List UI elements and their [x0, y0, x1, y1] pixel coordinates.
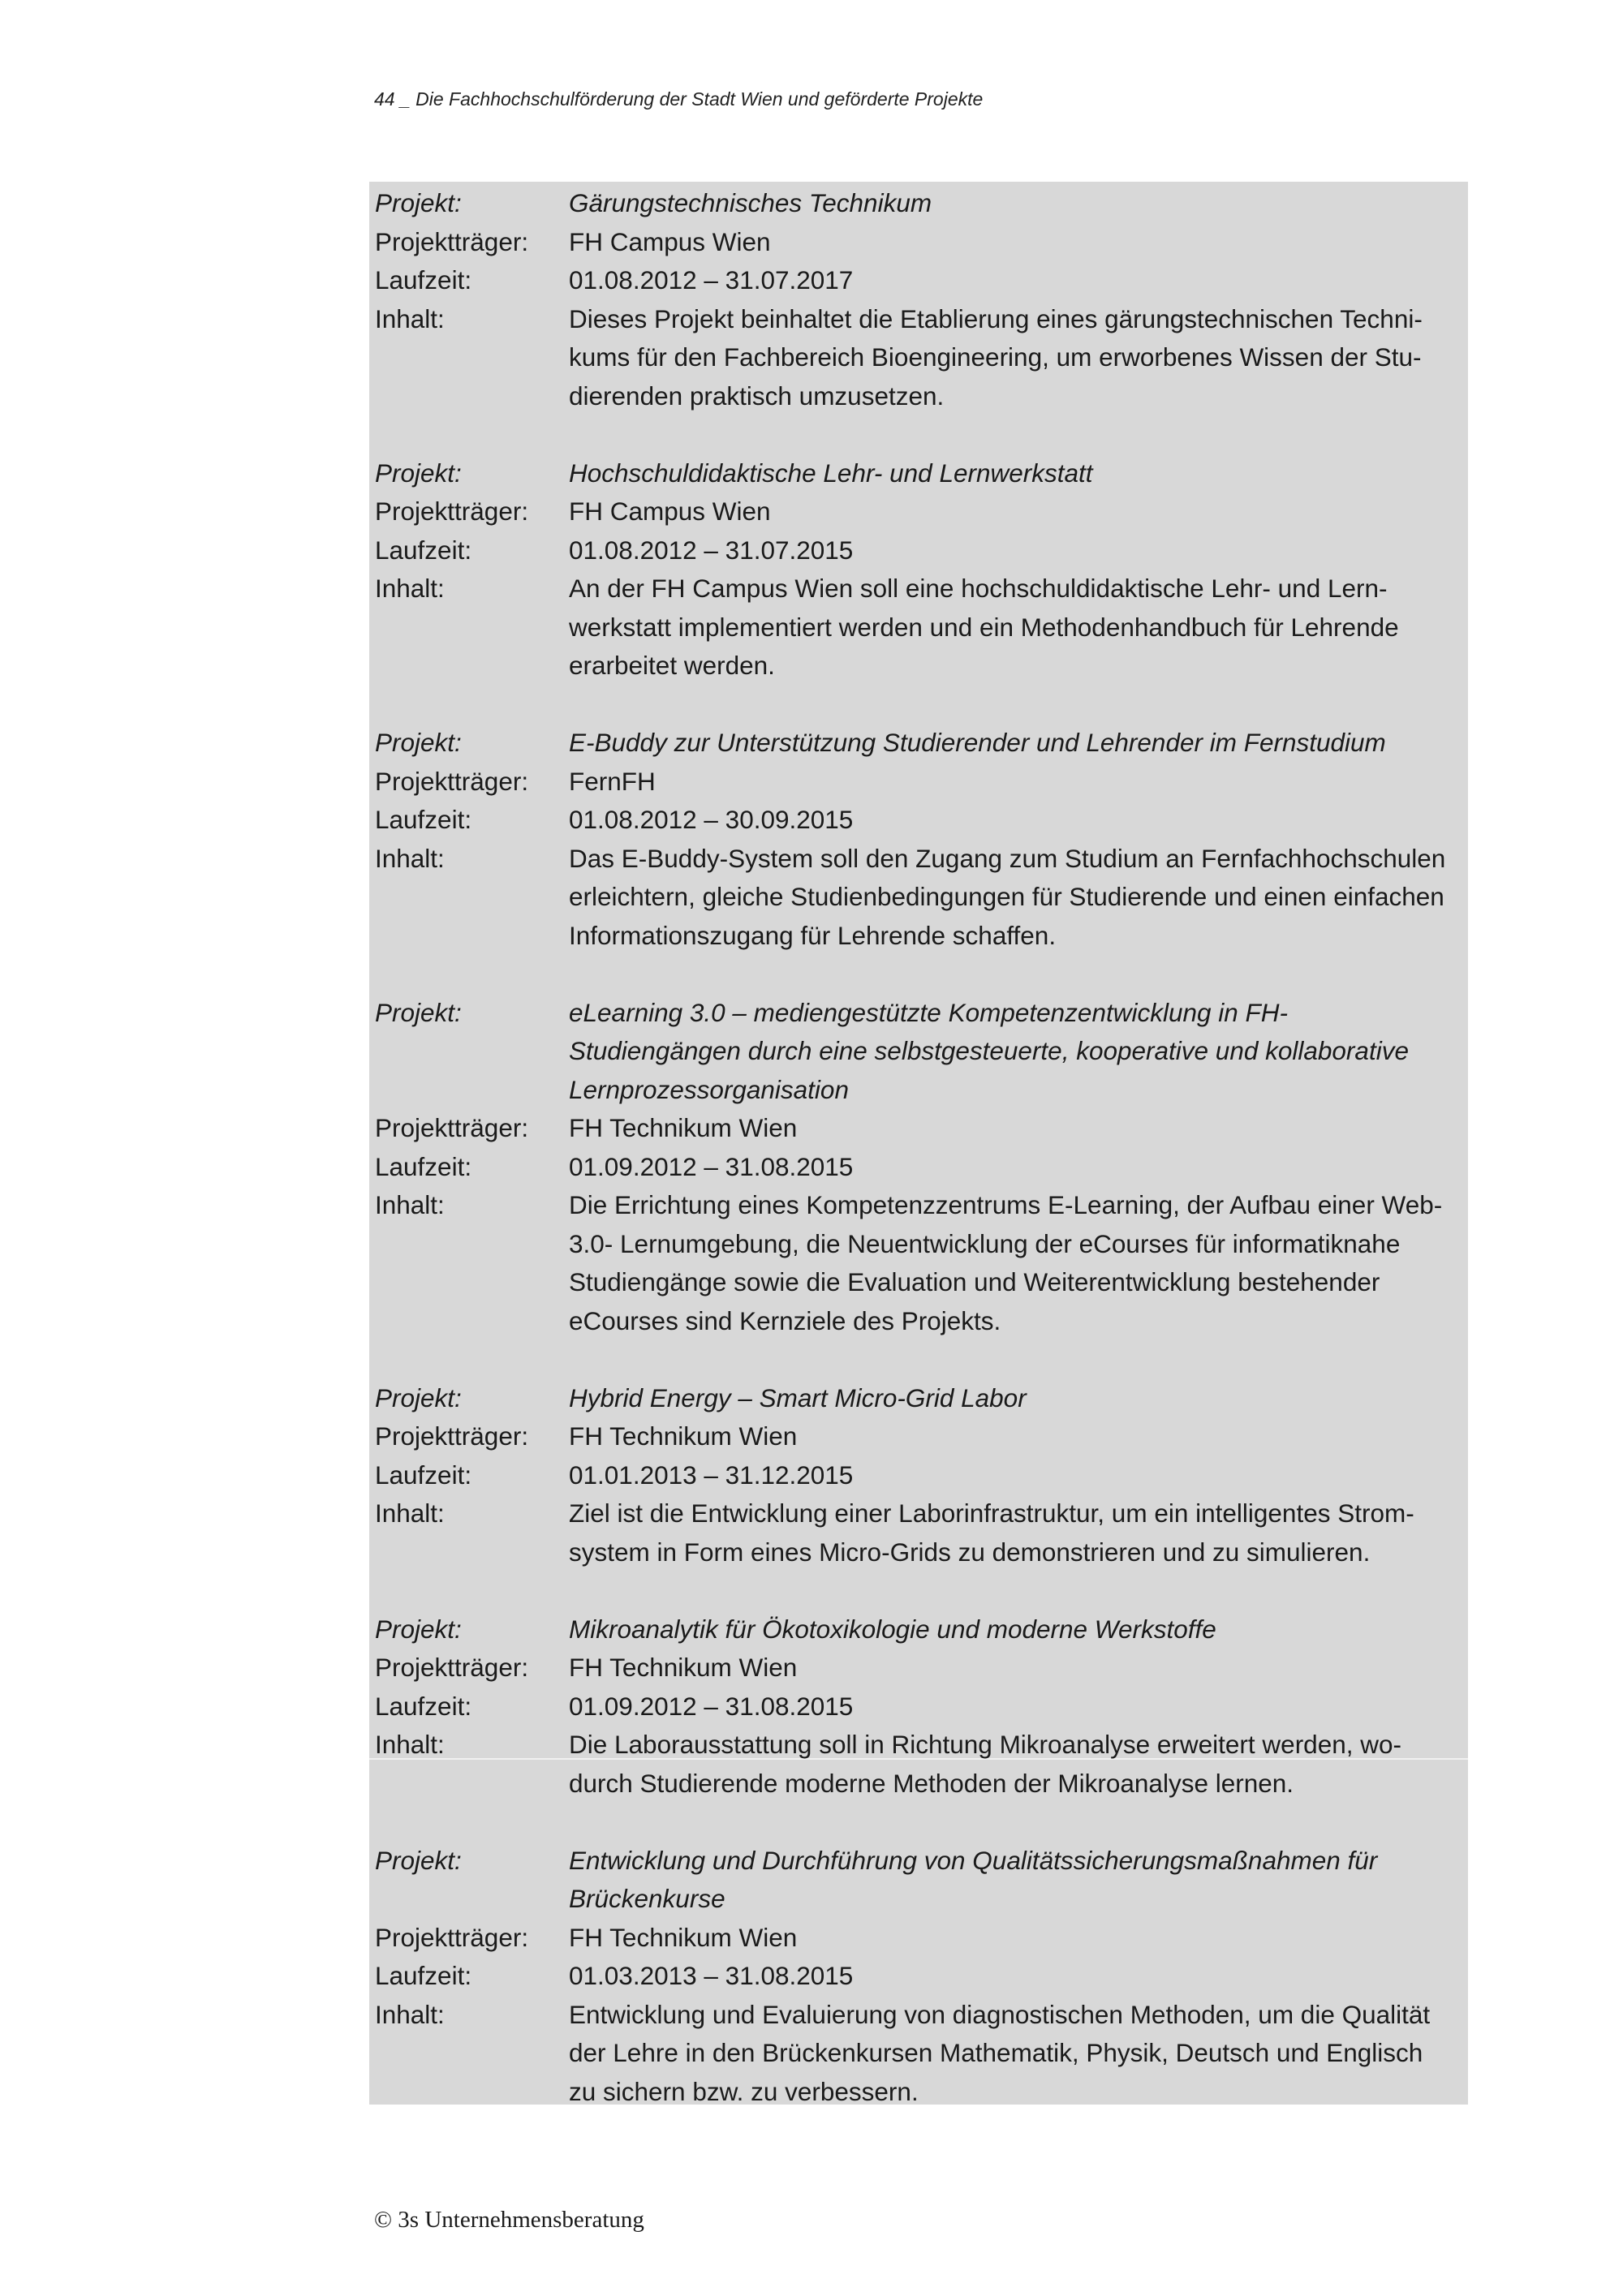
project-content-value: Dieses Projekt beinhaltet die Etablierung eines gärungstechnischen Techni-	[569, 303, 1423, 333]
project-duration-value: 01.03.2013 – 31.08.2015	[569, 1961, 854, 1990]
project-content-value: werkstatt implementiert werden und ein Methodenhandbuch für Lehrende	[569, 612, 1399, 642]
project-sponsor-label: Projektträger:	[375, 1421, 529, 1451]
project-content-value: eCourses sind Kernziele des Projekts.	[569, 1305, 1001, 1335]
project-sponsor-label: Projektträger:	[375, 497, 529, 526]
project-sponsor-value: FH Technikum Wien	[569, 1653, 798, 1682]
project-title-value: Entwicklung und Durchführung von Qualitätssicherungsmaßnahmen für	[569, 1845, 1378, 1875]
project-content-label: Inhalt:	[375, 1190, 445, 1219]
project-sponsor-label: Projektträger:	[375, 1922, 529, 1952]
project-content-value: An der FH Campus Wien soll eine hochschuldidaktische Lehr- und Lern-	[569, 574, 1388, 603]
project-title-value: Lernprozessorganisation	[569, 1074, 849, 1104]
project-content-label: Inhalt:	[375, 843, 445, 873]
project-sponsor-value: FH Technikum Wien	[569, 1922, 798, 1952]
project-content-value: dierenden praktisch umzusetzen.	[569, 381, 945, 411]
project-content-value: Die Errichtung eines Kompetenzzentrums E-Learning, der Aufbau einer Web-	[569, 1190, 1443, 1219]
project-content-label: Inhalt:	[375, 1730, 445, 1759]
project-duration-label: Laufzeit:	[375, 265, 472, 295]
project-title-label: Projekt:	[375, 728, 462, 757]
project-title-value: Studiengängen durch eine selbstgesteuerte, kooperative und kollaborative	[569, 1036, 1409, 1065]
project-duration-label: Laufzeit:	[375, 805, 472, 834]
project-title-value: Brückenkurse	[569, 1884, 725, 1913]
project-content-value: Die Laborausstattung soll in Richtung Mikroanalyse erweitert werden, wo-	[569, 1730, 1401, 1759]
project-duration-value: 01.09.2012 – 31.08.2015	[569, 1691, 854, 1721]
project-title-value: eLearning 3.0 – mediengestützte Kompetenzentwicklung in FH-	[569, 997, 1289, 1027]
project-duration-label: Laufzeit:	[375, 1151, 472, 1181]
project-content-value: durch Studierende moderne Methoden der Mikroanalyse lernen.	[569, 1768, 1294, 1798]
project-content-label: Inhalt:	[375, 1498, 445, 1528]
running-header: 44 _ Die Fachhochschulförderung der Stadt Wien und geförderte Projekte	[374, 88, 984, 110]
project-sponsor-value: FH Technikum Wien	[569, 1421, 798, 1451]
project-content-value: Ziel ist die Entwicklung einer Laborinfrastruktur, um ein intelligentes Strom-	[569, 1498, 1414, 1528]
project-content-value: Das E-Buddy-System soll den Zugang zum Studium an Fernfachhochschulen	[569, 843, 1446, 873]
project-content-label: Inhalt:	[375, 1999, 445, 2029]
project-title-label: Projekt:	[375, 1614, 462, 1644]
project-title-value: Mikroanalytik für Ökotoxikologie und moderne Werkstoffe	[569, 1614, 1216, 1644]
project-content-label: Inhalt:	[375, 303, 445, 333]
project-sponsor-value: FH Campus Wien	[569, 497, 771, 526]
project-content-value: zu sichern bzw. zu verbessern.	[569, 2076, 919, 2106]
project-sponsor-value: FH Campus Wien	[569, 226, 771, 256]
project-duration-label: Laufzeit:	[375, 535, 472, 565]
project-content-value: system in Form eines Micro-Grids zu demonstrieren und zu simulieren.	[569, 1537, 1371, 1567]
project-sponsor-label: Projektträger:	[375, 1653, 529, 1682]
project-content-value: Informationszugang für Lehrende schaffen.	[569, 920, 1057, 950]
project-duration-label: Laufzeit:	[375, 1460, 472, 1490]
project-duration-value: 01.09.2012 – 31.08.2015	[569, 1151, 854, 1181]
project-content-value: erarbeitet werden.	[569, 651, 775, 680]
project-title-label: Projekt:	[375, 1382, 462, 1412]
project-sponsor-value: FH Technikum Wien	[569, 1113, 798, 1142]
project-duration-value: 01.08.2012 – 31.07.2017	[569, 265, 854, 295]
project-content-value: erleichtern, gleiche Studienbedingungen für Studierende und einen einfachen	[569, 882, 1444, 911]
project-content-value: Studiengänge sowie die Evaluation und Weiterentwicklung bestehender	[569, 1267, 1380, 1296]
project-title-label: Projekt:	[375, 188, 462, 217]
project-content-value: kums für den Fachbereich Bioengineering, um erworbenes Wissen der Stu-	[569, 342, 1422, 372]
project-duration-value: 01.01.2013 – 31.12.2015	[569, 1460, 854, 1490]
project-duration-label: Laufzeit:	[375, 1961, 472, 1990]
footer-copyright: © 3s Unternehmensberatung	[374, 2207, 644, 2233]
project-content-value: der Lehre in den Brückenkursen Mathematik, Physik, Deutsch und Englisch	[569, 2038, 1423, 2067]
project-content-value: Entwicklung und Evaluierung von diagnostischen Methoden, um die Qualität	[569, 1999, 1431, 2029]
project-title-value: Hochschuldidaktische Lehr- und Lernwerkstatt	[569, 458, 1093, 488]
project-content-value: 3.0- Lernumgebung, die Neuentwicklung der eCourses für informatiknahe	[569, 1228, 1401, 1258]
project-content-label: Inhalt:	[375, 574, 445, 603]
project-sponsor-label: Projektträger:	[375, 766, 529, 796]
project-title-value: Gärungstechnisches Technikum	[569, 188, 932, 217]
project-title-label: Projekt:	[375, 1845, 462, 1875]
project-title-value: Hybrid Energy – Smart Micro-Grid Labor	[569, 1382, 1027, 1412]
project-sponsor-label: Projektträger:	[375, 1113, 529, 1142]
project-title-label: Projekt:	[375, 997, 462, 1027]
project-title-value: E-Buddy zur Unterstützung Studierender und Lehrender im Fernstudium	[569, 728, 1386, 757]
project-sponsor-value: FernFH	[569, 766, 656, 796]
project-duration-value: 01.08.2012 – 30.09.2015	[569, 805, 854, 834]
project-duration-label: Laufzeit:	[375, 1691, 472, 1721]
project-title-label: Projekt:	[375, 458, 462, 488]
project-sponsor-label: Projektträger:	[375, 226, 529, 256]
project-duration-value: 01.08.2012 – 31.07.2015	[569, 535, 854, 565]
